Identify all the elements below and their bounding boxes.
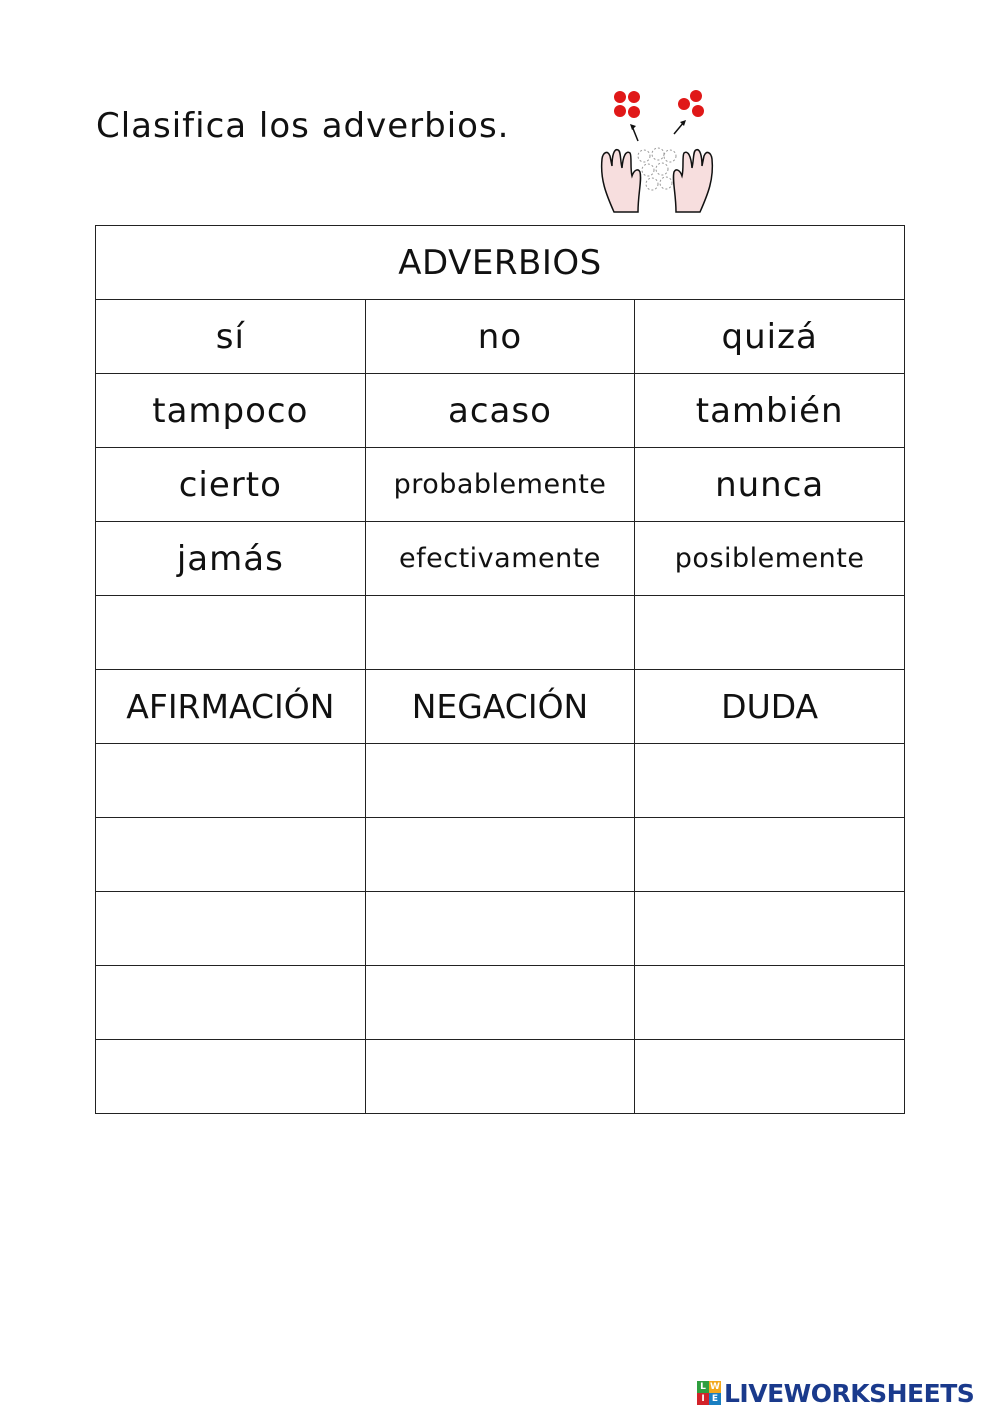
answer-row	[96, 892, 905, 966]
category-header-row	[96, 670, 905, 744]
word-row	[96, 522, 905, 596]
hands-releasing-red-dots-icon	[592, 84, 722, 216]
word-row-empty	[96, 596, 905, 670]
table-header-adverbios: ADVERBIOS	[96, 226, 905, 300]
liveworksheets-logo	[697, 1378, 974, 1408]
word-cell[interactable]: posiblemente	[635, 522, 905, 596]
answer-drop-cell[interactable]	[635, 818, 905, 892]
worksheet-instruction: Clasifica los adverbios.	[96, 106, 510, 146]
category-duda: DUDA	[635, 670, 905, 744]
answer-drop-cell[interactable]	[365, 744, 635, 818]
logo-letter: L	[697, 1381, 709, 1393]
word-cell[interactable]: nunca	[635, 448, 905, 522]
answer-drop-cell[interactable]	[96, 818, 366, 892]
empty-cell[interactable]	[635, 596, 905, 670]
adverbs-table	[95, 225, 905, 1114]
answer-row	[96, 744, 905, 818]
empty-cell[interactable]	[365, 596, 635, 670]
word-cell[interactable]: acaso	[365, 374, 635, 448]
answer-drop-cell[interactable]	[96, 1040, 366, 1114]
word-cell[interactable]: probablemente	[365, 448, 635, 522]
answer-drop-cell[interactable]	[96, 966, 366, 1040]
category-negacion: NEGACIÓN	[365, 670, 635, 744]
word-cell[interactable]: también	[635, 374, 905, 448]
liveworksheets-brand: LIVEWORKSHEETS	[724, 1378, 975, 1408]
answer-row	[96, 966, 905, 1040]
answer-drop-cell[interactable]	[365, 1040, 635, 1114]
word-row	[96, 300, 905, 374]
word-cell[interactable]: quizá	[635, 300, 905, 374]
answer-drop-cell[interactable]	[365, 818, 635, 892]
logo-letter: W	[710, 1382, 720, 1392]
word-cell[interactable]: sí	[96, 300, 366, 374]
answer-drop-cell[interactable]	[365, 892, 635, 966]
word-cell[interactable]: tampoco	[96, 374, 366, 448]
logo-letter: E	[709, 1393, 721, 1405]
word-cell[interactable]: cierto	[96, 448, 366, 522]
liveworksheets-logo-mark-icon	[697, 1381, 721, 1405]
answer-drop-cell[interactable]	[635, 744, 905, 818]
answer-drop-cell[interactable]	[635, 892, 905, 966]
word-row	[96, 448, 905, 522]
category-afirmacion: AFIRMACIÓN	[96, 670, 366, 744]
table-header-row	[96, 226, 905, 300]
answer-row	[96, 1040, 905, 1114]
answer-drop-cell[interactable]	[635, 1040, 905, 1114]
word-cell[interactable]: efectivamente	[365, 522, 635, 596]
answer-drop-cell[interactable]	[96, 744, 366, 818]
answer-row	[96, 818, 905, 892]
word-cell[interactable]: no	[365, 300, 635, 374]
logo-letter: I	[697, 1393, 709, 1405]
word-cell[interactable]: jamás	[96, 522, 366, 596]
answer-drop-cell[interactable]	[635, 966, 905, 1040]
answer-drop-cell[interactable]	[96, 892, 366, 966]
empty-cell[interactable]	[96, 596, 366, 670]
answer-drop-cell[interactable]	[365, 966, 635, 1040]
word-row	[96, 374, 905, 448]
